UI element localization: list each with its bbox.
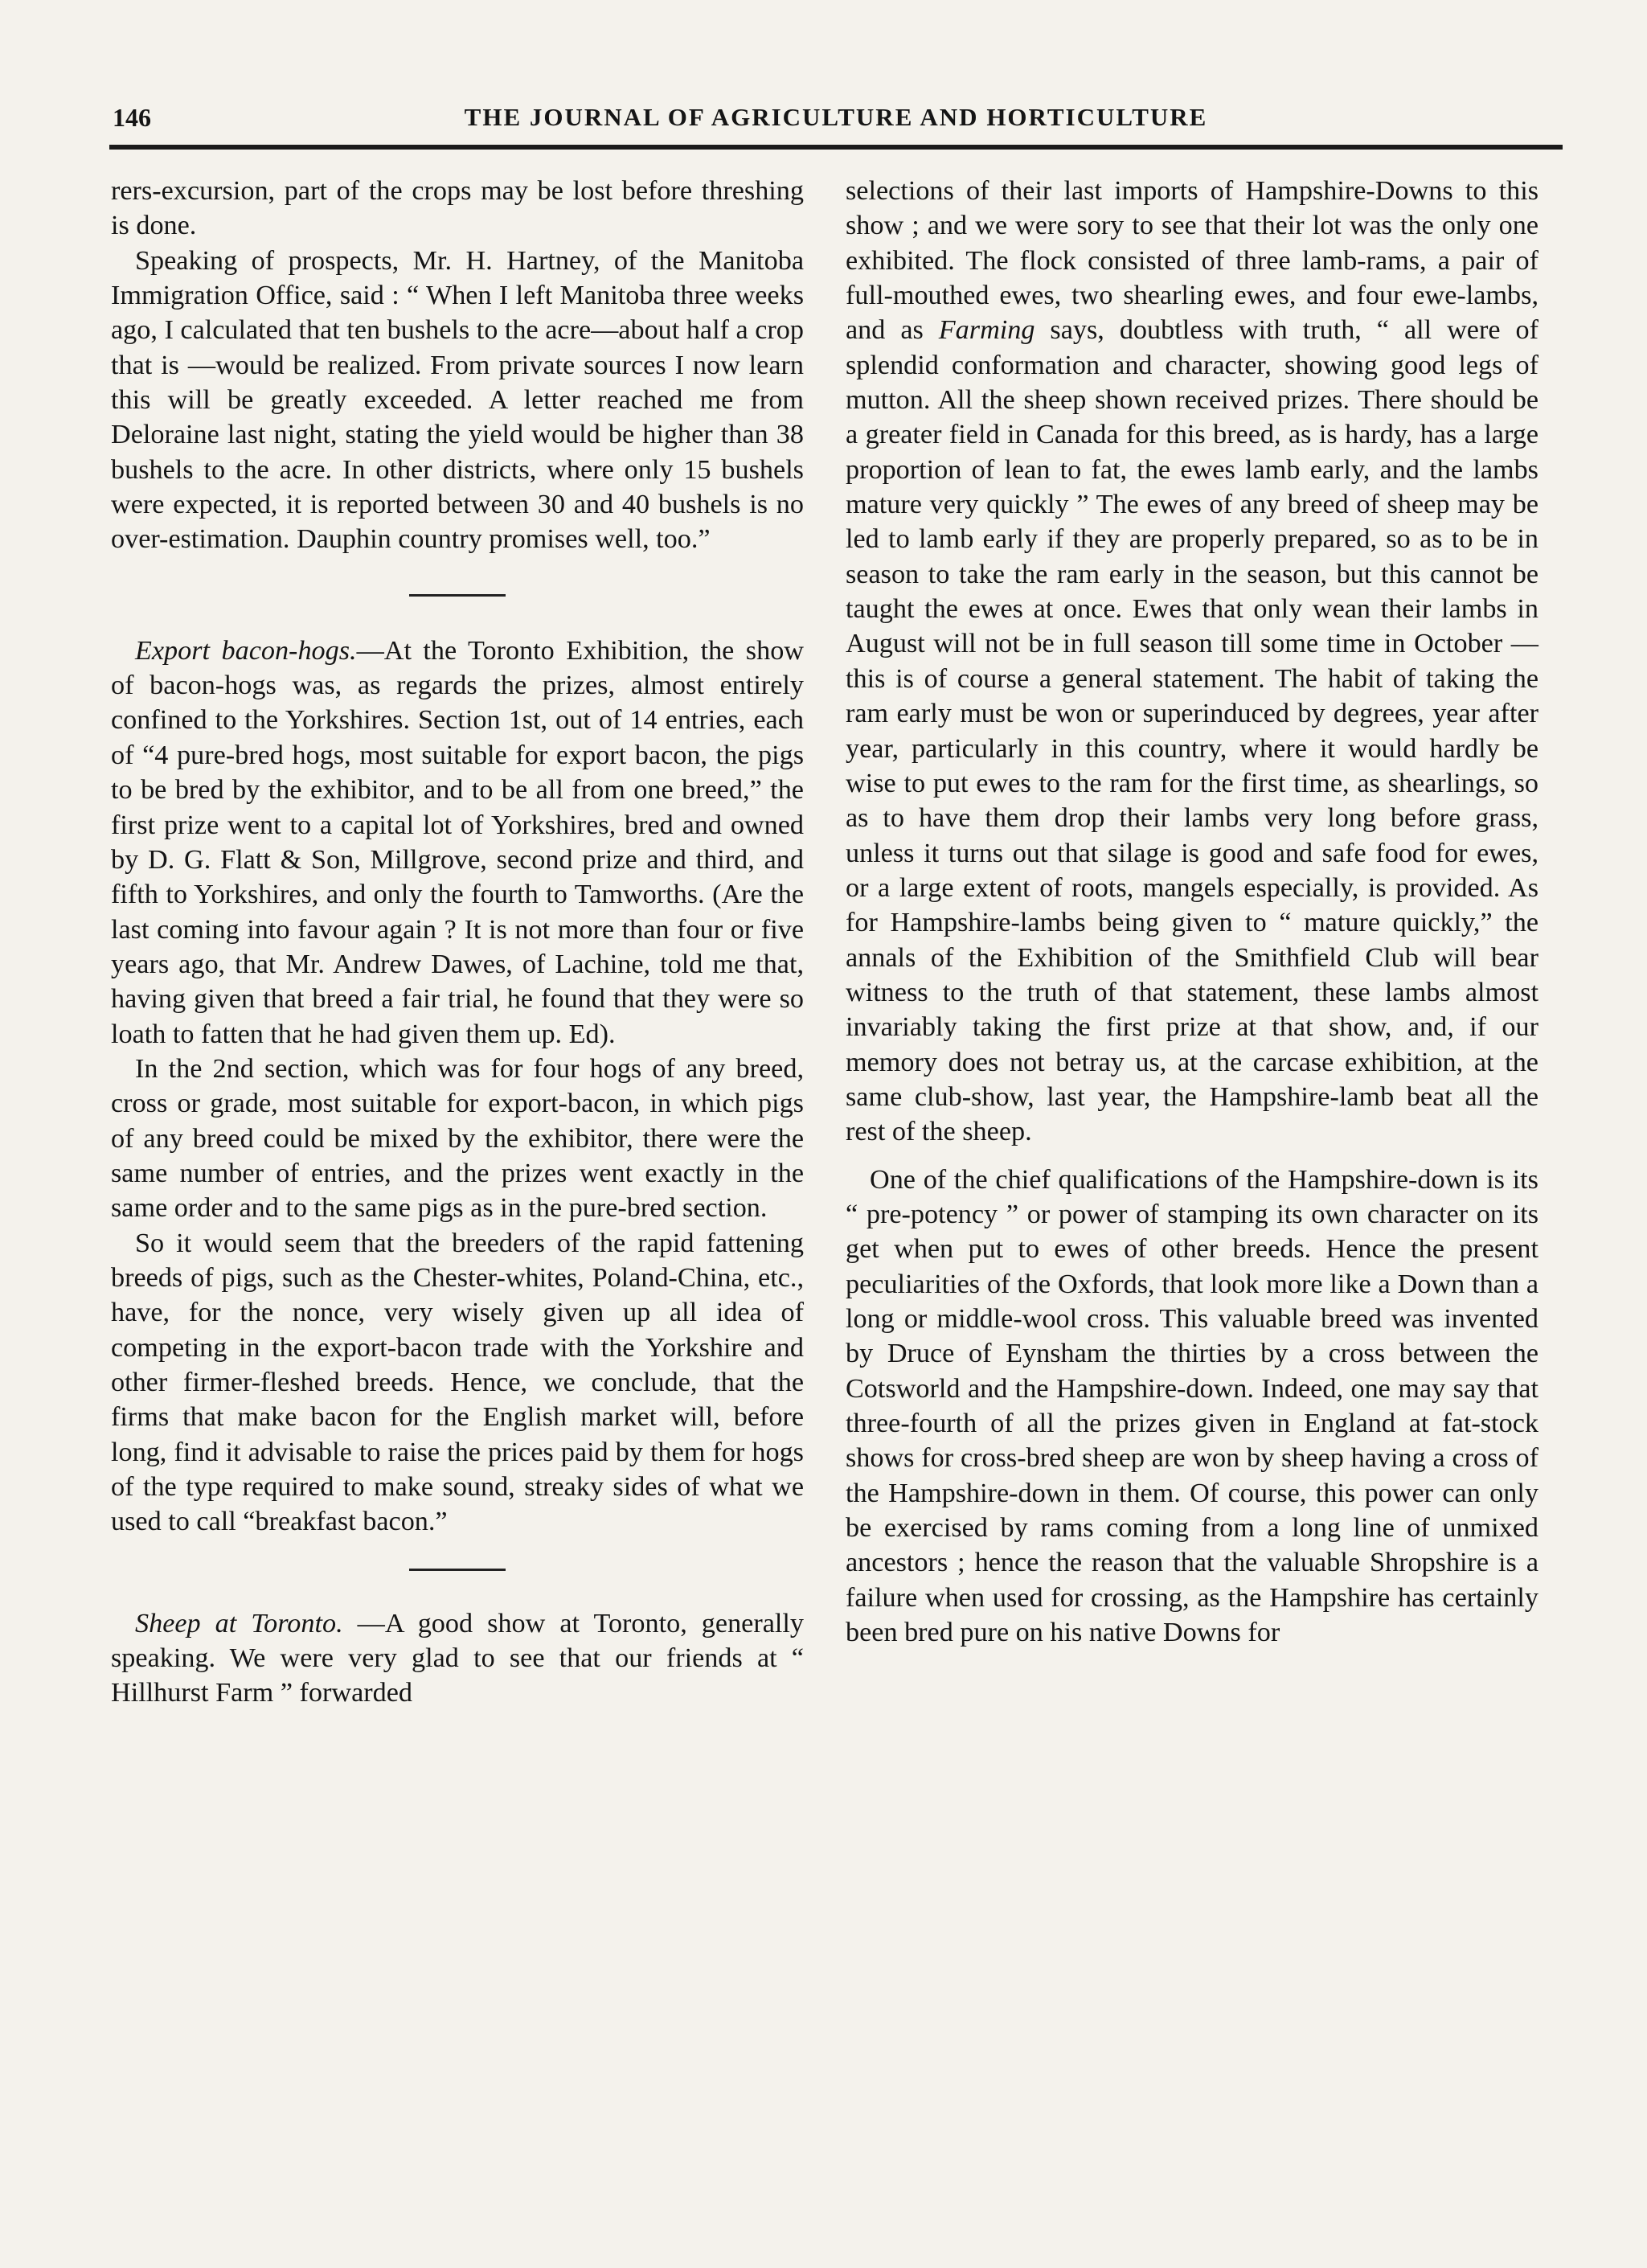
paragraph: So it would seem that the breeders of the rapid fattening breeds of pigs, such as the Chester-whites, Poland-China, etc., have, for the nonce, very wisely given up all idea of competing in the export-bacon trade with the Yorkshire and other firmer-fleshed breeds. Hence, we conclude, that the firms that make bacon for the English market will, before long, find it advisable to raise the prices paid by them for hogs of the type required to make sound, streaky sides of what we used to call “breakfast bacon.” [111, 1228, 804, 1537]
section-heading-sheep: Sheep at Toronto. [135, 1608, 343, 1638]
paragraph-export-bacon [111, 634, 804, 1052]
paragraph [846, 174, 1538, 1150]
section-heading-export-bacon: Export bacon-hogs. [135, 635, 357, 666]
section-divider [409, 594, 506, 597]
section-body: —A good show at Toronto, generally speaking. We were very glad to see that our friends at “ Hillhurst Farm ” forwarded [111, 1608, 804, 1708]
paragraph: rers-excursion, part of the crops may be lost before threshing is done. [111, 176, 804, 241]
section-body: —At the Toronto Exhibition, the show of bacon-hogs was, as regards the prizes, almost entirely confined to the Yorkshires. Section 1st, out of 14 entries, each of “4 pure-bred hogs, most suitable for export bacon, the pigs to be bred by the exhibitor, and to be all from one breed,” the first prize went to a capital lot of Yorkshires, bred and owned by D. G. Flatt & Son, Millgrove, second prize and third, and fifth to Yorkshires, and only the fourth to Tamworths. (Are the last coming into favour again ? It is not more than four or five years ago, that Mr. Andrew Dawes, of Lachine, told me that, having given that breed a fair trial, he found that they were so loath to fatten that he had given them up. Ed). [111, 635, 804, 1049]
right-column [846, 174, 1538, 1650]
section-divider [409, 1569, 506, 1571]
paragraph: One of the chief qualifications of the Hampshire-down is its “ pre-potency ” or power of stamping its own character on its get when put to ewes of other breeds. Hence the present peculiarities of the Oxfords, that look more like a Down than a long or middle-wool cross. This valuable breed was invented by Druce of Eynsham the thirties by a cross between the Cotsworld and the Hampshire-down. Indeed, one may say that three-fourth of all the prizes given in England at fat-stock shows for cross-bred sheep are won by sheep having a cross of the Hampshire-down in them. Of course, this power can only be exercised by rams coming from a long line of unmixed ancestors ; hence the reason that the valuable Shropshire is a failure when used for crossing, as the Hampshire has certainly been bred pure on his native Downs for [846, 1164, 1538, 1648]
paragraph: Speaking of prospects, Mr. H. Hartney, of the Manitoba Immigration Office, said : “ When I left Manitoba three weeks ago, I calculated that ten bushels to the acre—about half a crop that is —would be realized. From private sources I now learn this will be greatly exceeded. A letter reached me from Deloraine last night, stating the yield would be higher than 38 bushels to the acre. In other districts, where only 15 bushels were expected, it is reported between 30 and 40 bushels is no over-estimation. Dauphin country promises well, too.” [111, 245, 804, 555]
paragraph-sheep [111, 1606, 804, 1711]
running-title: THE JOURNAL OF AGRICULTURE AND HORTICULTURE [464, 103, 1208, 131]
page-header [113, 103, 1559, 140]
text-run: says, doubtless with truth, “ all were of splendid conformation and character, showing good legs of mutton. All the sheep shown received prizes. There should be a greater field in Canada for this breed, as is hardy, has a large proportion of lean to fat, the ewes lamb early, and the lambs mature very quickly ” The ewes of any breed of sheep may be led to lamb early if they are properly prepared, so as to be in season to take the ram early in the season, but this cannot be taught the ewes at once. Ewes that only wean their lambs in August will not be in full season till some time in October — this is of course a general statement. The habit of taking the ram early must be won or superinduced by degrees, year after year, particularly in this country, where it would hardly be wise to put ewes to the ram for the first time, as shearlings, so as to have them drop their lambs very long before grass, unless it turns out that silage is good and safe food for ewes, or a large extent of roots, mangels especially, is provided. As for Hampshire-lambs being given to “ mature quickly,” the annals of the Exhibition of the Smithfield Club will bear witness to the truth of that statement, these lambs almost invariably taking the first prize at that show, and, if our memory does not betray us, at the carcase exhibition, at the same club-show, last year, the Hampshire-lamb beat all the rest of the sheep. [846, 315, 1538, 1147]
header-rule [109, 145, 1563, 150]
paragraph: In the 2nd section, which was for four hogs of any breed, cross or grade, most suitable for export-bacon, in which pigs of any breed could be mixed by the exhibitor, there were the same number of entries, and the prizes went exactly in the same order and to the same pigs as in the pure-bred section. [111, 1053, 804, 1224]
page-number: 146 [113, 103, 151, 132]
text-run: selections of their last imports of Hampshire-Downs to this show ; and we were sory to see that their lot was the only one exhibited. The flock consisted of three lamb-rams, a pair of full-mouthed ewes, two shearling ewes, and four ewe-lambs, and as [846, 176, 1538, 346]
publication-title: Farming [938, 315, 1035, 346]
left-column [111, 174, 804, 1711]
